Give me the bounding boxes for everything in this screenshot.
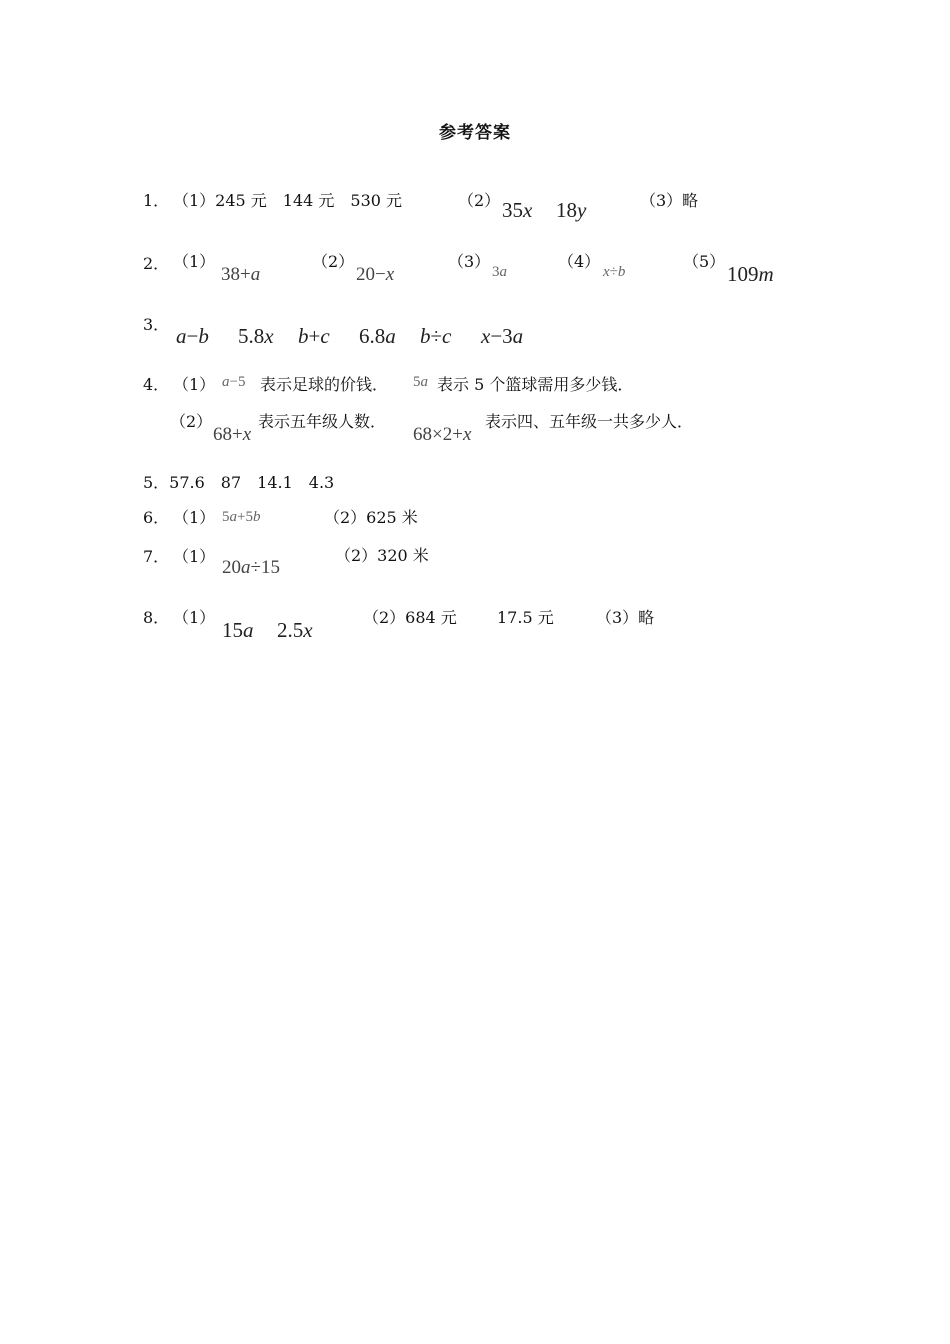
q7-part1-label: （1） xyxy=(173,547,216,566)
q8-part2b: 17.5 元 xyxy=(497,608,554,627)
q1-part1: （1）245 元 144 元 530 元 xyxy=(173,191,403,210)
q1-number: 1． xyxy=(143,191,170,210)
q2-part2-label: （2） xyxy=(312,252,355,271)
q8-expr-1: 15a xyxy=(222,618,254,642)
q2-expr-2: 20−x xyxy=(356,264,395,285)
q6-part2: （2）625 米 xyxy=(324,508,418,527)
q3-expr-2: 5.8x xyxy=(238,324,274,348)
q1-expr-18y: 18y xyxy=(556,198,587,222)
q8-expr-2: 2.5x xyxy=(277,618,313,642)
q2-part1-label: （1） xyxy=(173,252,216,271)
q2-expr-5: 109m xyxy=(727,262,774,286)
q4-expr-2: 5a xyxy=(413,374,428,390)
q7-number: 7． xyxy=(143,547,170,566)
q1-expr-35x: 35x xyxy=(502,198,533,222)
q6-part1-label: （1） xyxy=(173,508,216,527)
page-title: 参考答案 xyxy=(439,123,511,143)
q3-expr-6: x−3a xyxy=(481,324,524,348)
q2-expr-1: 38+a xyxy=(221,264,261,285)
q2-part4-label: （4） xyxy=(558,252,601,271)
q4-expr-3: 68+x xyxy=(213,424,252,445)
q2-part3-label: （3） xyxy=(448,252,491,271)
q8-part2: （2）684 元 xyxy=(363,608,457,627)
q2-part5-label: （5） xyxy=(683,252,726,271)
q4-text-3: 表示五年级人数． xyxy=(258,412,387,431)
q2-number: 2． xyxy=(143,254,170,273)
q4-part1-label: （1） xyxy=(173,375,216,394)
q3-number: 3． xyxy=(143,315,170,334)
q3-expr-1: a−b xyxy=(176,324,209,348)
q4-text-2: 表示 5 个篮球需用多少钱． xyxy=(437,375,634,394)
q4-text-1: 表示足球的价钱． xyxy=(260,375,389,394)
q3-expr-4: 6.8a xyxy=(359,324,396,348)
q7-expr-1: 20a÷15 xyxy=(222,557,280,578)
q3-expr-5: b÷c xyxy=(420,324,452,348)
q8-part1-label: （1） xyxy=(173,608,216,627)
q8-part3: （3）略 xyxy=(596,608,655,627)
q2-expr-3: 3a xyxy=(492,264,507,280)
q6-expr-1: 5a+5b xyxy=(222,509,261,525)
q3-expr-3: b+c xyxy=(298,324,330,348)
q4-text-4: 表示四、五年级一共多少人． xyxy=(485,412,694,431)
q1-part3: （3）略 xyxy=(640,191,699,210)
q5-line: 5．57.6 87 14.1 4.3 xyxy=(143,473,335,492)
q4-expr-4: 68×2+x xyxy=(413,424,472,445)
q4-number: 4． xyxy=(143,375,170,394)
q6-number: 6． xyxy=(143,508,170,527)
q1-part2-label: （2） xyxy=(458,191,501,210)
q2-expr-4: x÷b xyxy=(603,264,626,280)
q4-part2-label: （2） xyxy=(170,412,213,431)
q4-expr-1: a−5 xyxy=(222,374,246,390)
q7-part2: （2）320 米 xyxy=(335,546,429,565)
q8-number: 8． xyxy=(143,608,170,627)
